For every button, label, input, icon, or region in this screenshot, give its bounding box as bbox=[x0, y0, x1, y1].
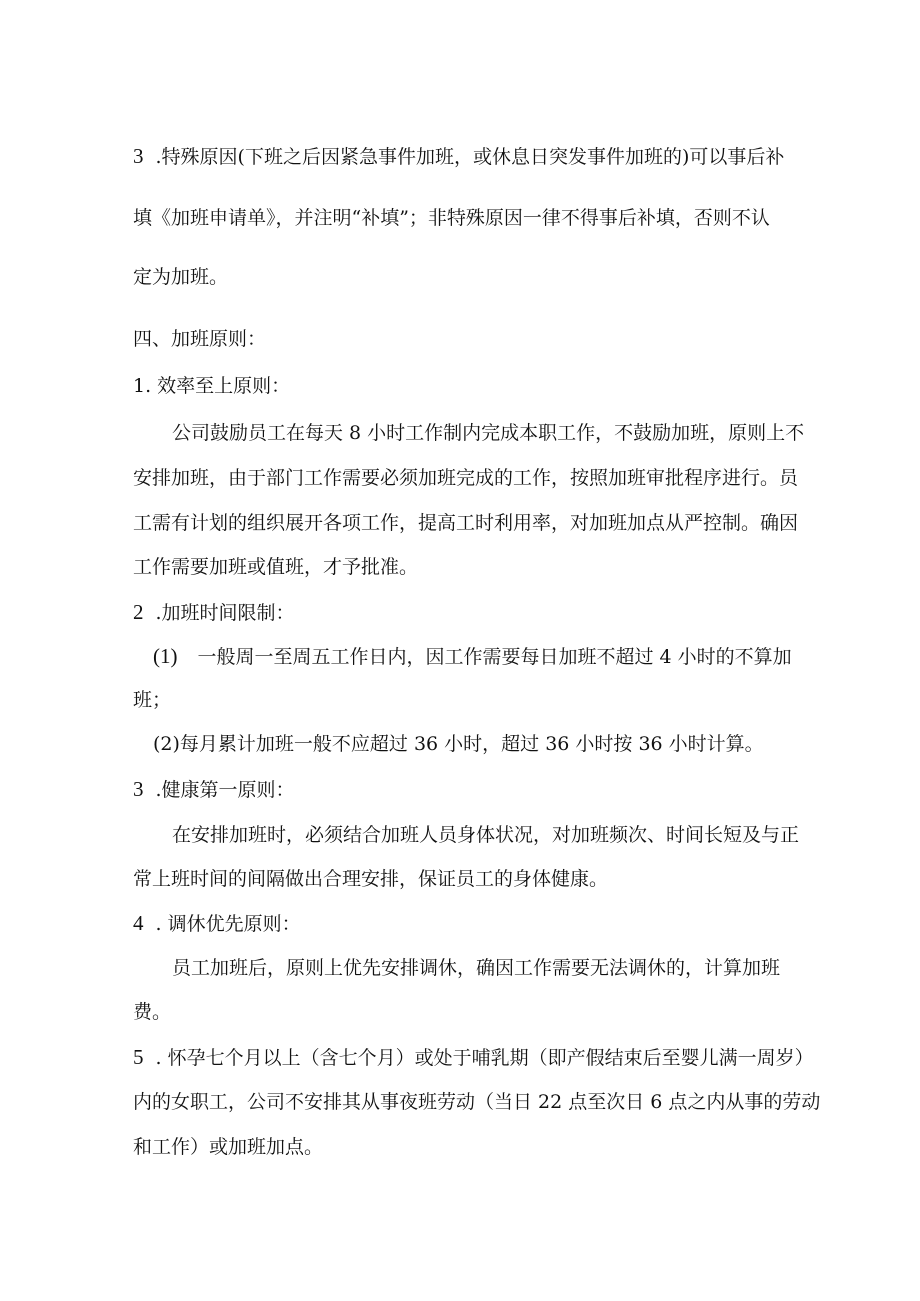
item-number: 4 bbox=[133, 911, 144, 935]
principle1-heading: 1. 效率至上原则： bbox=[133, 375, 291, 397]
item3-line2: 填《加班申请单》，并注明“补填”；非特殊原因一律不得事后补填，否则不认 bbox=[133, 207, 770, 229]
principle4-line2: 费。 bbox=[133, 1001, 172, 1023]
section-heading: 四、加班原则： bbox=[133, 328, 267, 350]
principle4-line1: 员工加班后，原则上优先安排调休，确因工作需要无法调休的，计算加班 bbox=[172, 957, 781, 979]
principle2-sub1-line1: (1) 一般周一至周五工作日内，因工作需要每日加班不超过 4 小时的不算加 bbox=[153, 644, 792, 668]
principle5-line2: 内的女职工，公司不安排其从事夜班劳动（当日 22 点至次日 6 点之内从事的劳动 bbox=[133, 1091, 821, 1113]
principle5-line1: 5 . 怀孕七个月以上（含七个月）或处于哺乳期（即产假结束后至婴儿满一周岁） bbox=[133, 1045, 814, 1069]
principle4-heading: 4 . 调休优先原则： bbox=[133, 911, 301, 935]
item-number: 5 bbox=[133, 1045, 144, 1069]
item-number: 2 bbox=[133, 600, 144, 624]
principle1-line2: 安排加班，由于部门工作需要必须加班完成的工作，按照加班审批程序进行。员 bbox=[133, 467, 799, 489]
principle1-line3: 工需有计划的组织展开各项工作，提高工时利用率，对加班加点从严控制。确因 bbox=[133, 512, 799, 534]
principle2-sub1-line2: 班； bbox=[133, 689, 172, 711]
principle5-line3: 和工作）或加班加点。 bbox=[133, 1136, 324, 1158]
principle1-line1: 公司鼓励员工在每天 8 小时工作制内完成本职工作，不鼓励加班，原则上不 bbox=[172, 422, 805, 444]
principle3-heading: 3 .健康第一原则： bbox=[133, 777, 295, 801]
item3-line3: 定为加班。 bbox=[133, 266, 229, 288]
item-number: 3 bbox=[133, 777, 144, 801]
item-number: 3 bbox=[133, 144, 144, 168]
item3-line1: 3 .特殊原因(下班之后因紧急事件加班，或休息日突发事件加班的)可以事后补 bbox=[133, 144, 785, 168]
principle2-sub2: (2)每月累计加班一般不应超过 36 小时，超过 36 小时按 36 小时计算。 bbox=[153, 733, 764, 755]
principle3-line2: 常上班时间的间隔做出合理安排，保证员工的身体健康。 bbox=[133, 868, 609, 890]
principle2-heading: 2 .加班时间限制： bbox=[133, 600, 295, 624]
principle1-line4: 工作需要加班或值班，才予批准。 bbox=[133, 556, 419, 578]
sub-item-number: (1) bbox=[153, 644, 178, 668]
principle3-line1: 在安排加班时，必须结合加班人员身体状况，对加班频次、时间长短及与正 bbox=[172, 824, 800, 846]
